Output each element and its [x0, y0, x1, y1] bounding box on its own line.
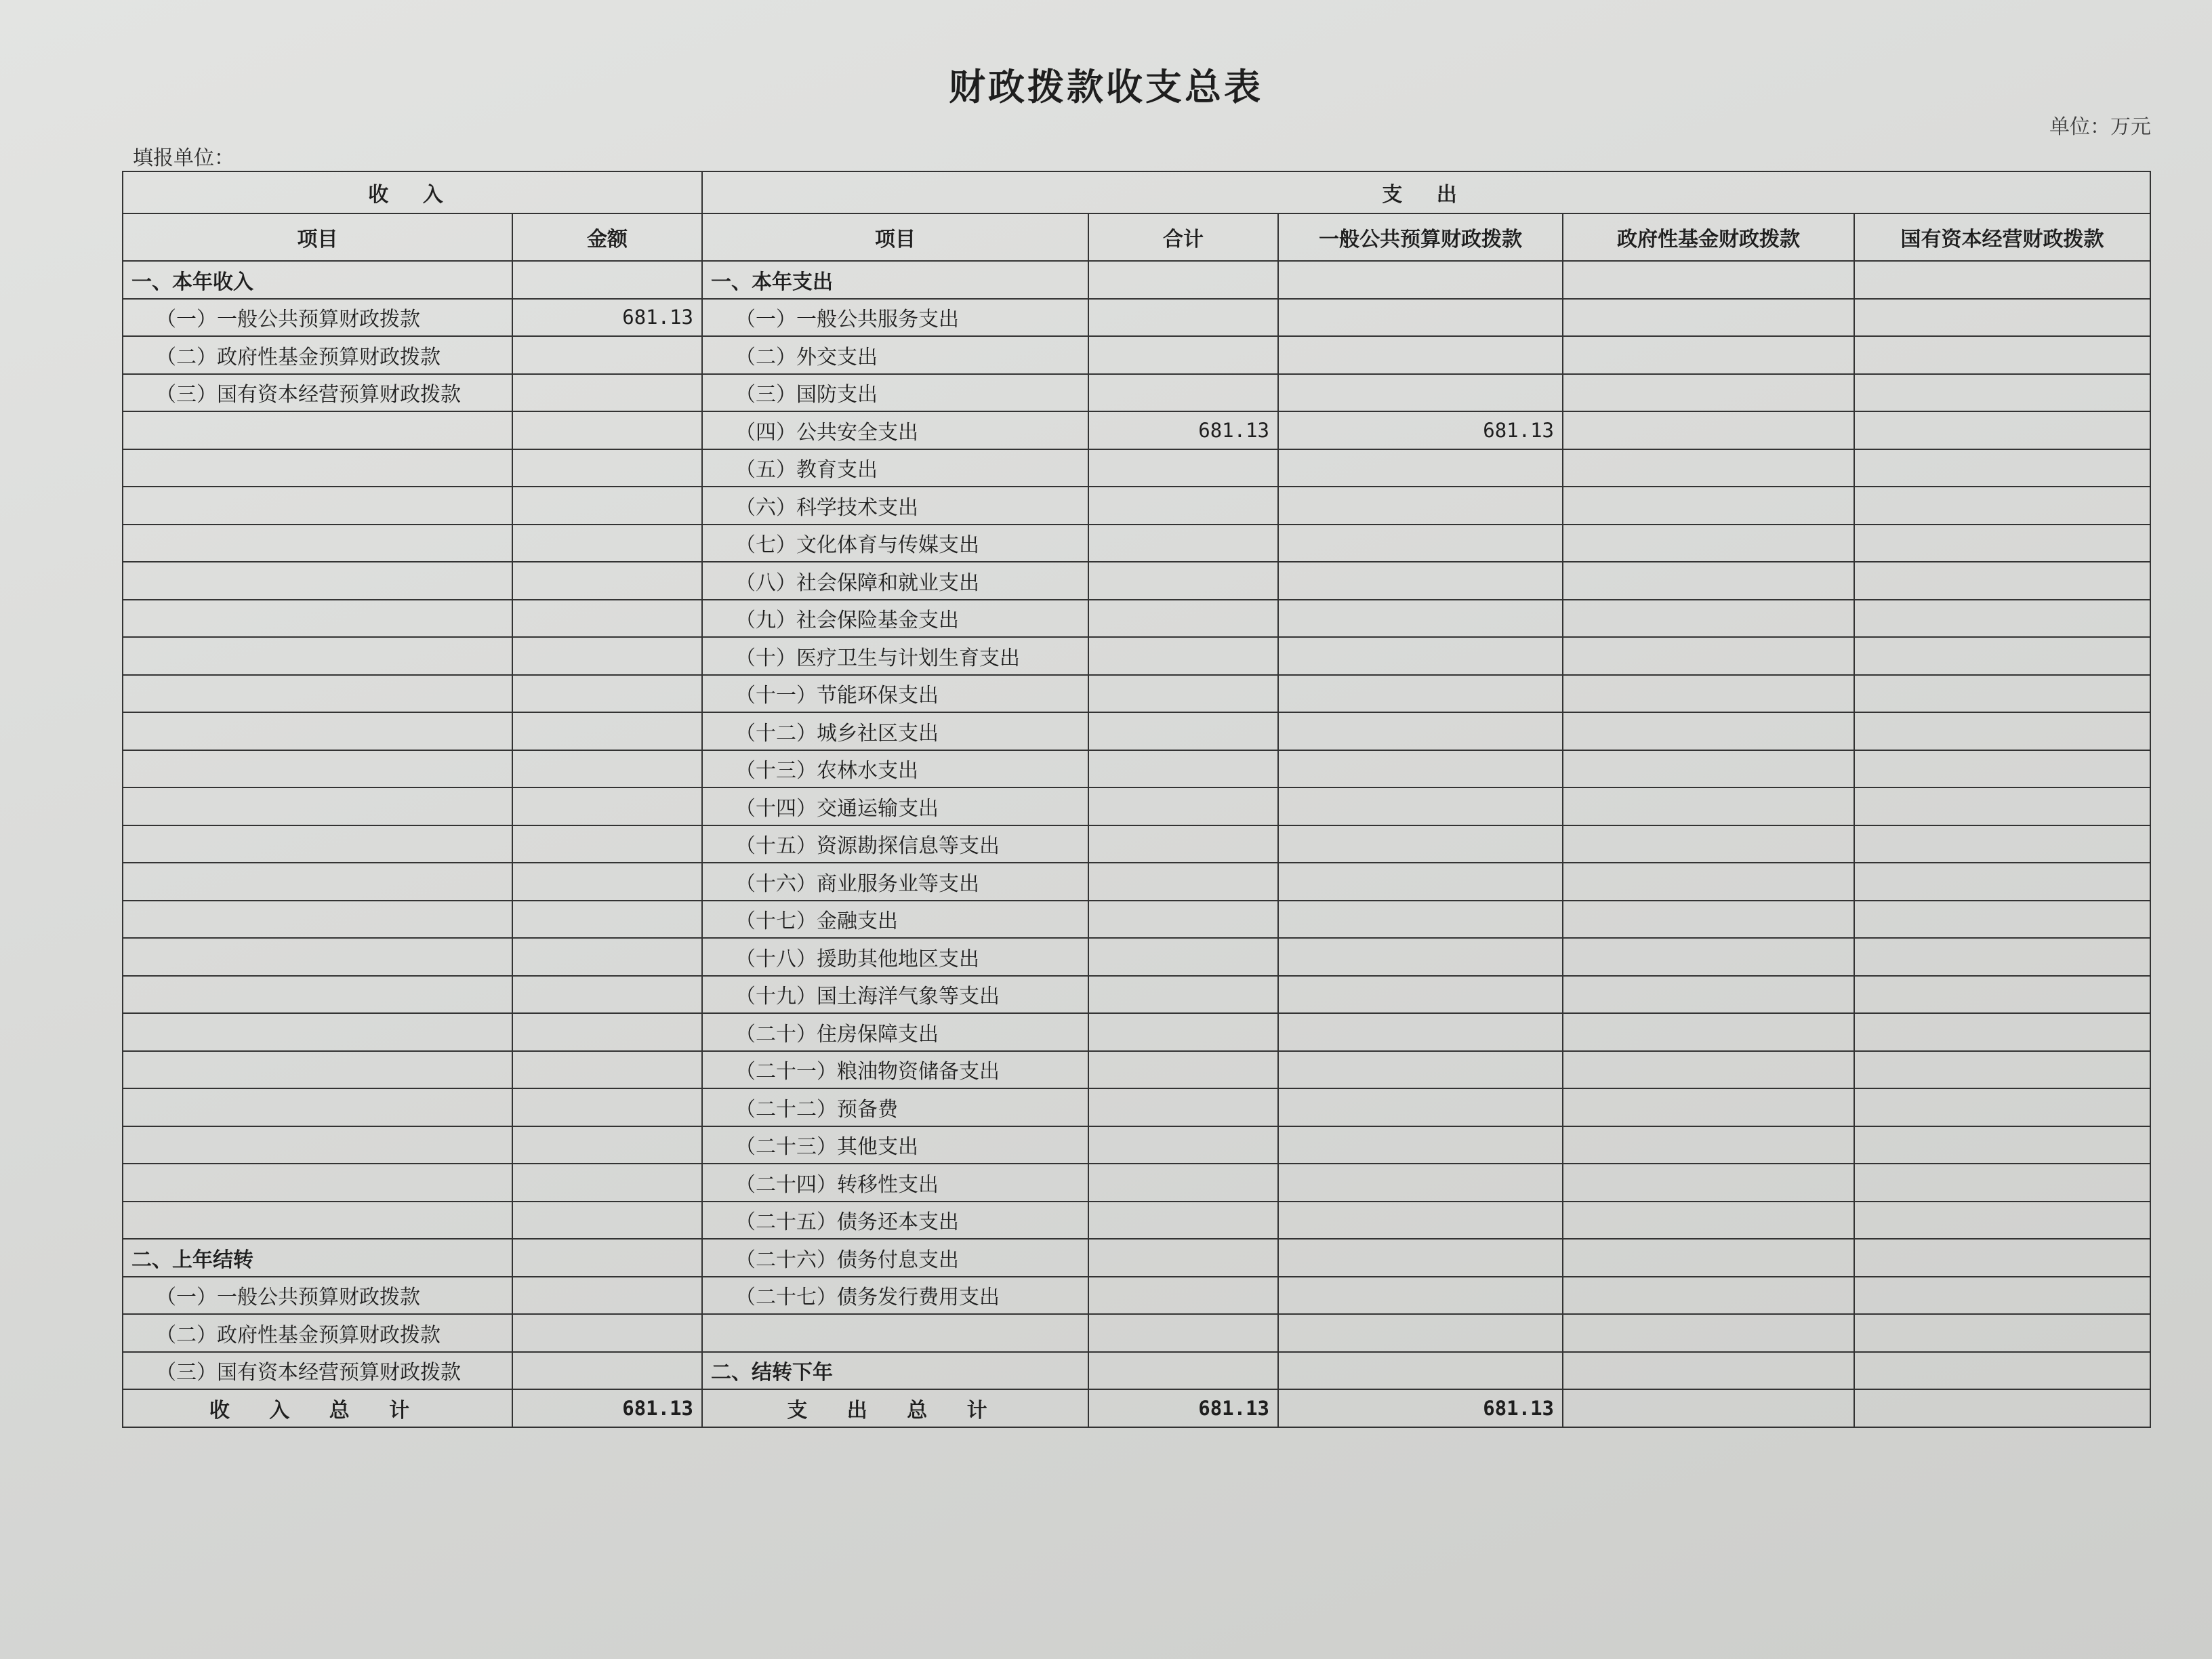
- income-amount-cell: [512, 976, 702, 1014]
- table-row: [123, 1088, 2150, 1126]
- income-group-header: 收 入: [123, 171, 702, 213]
- income-amount-cell: [512, 487, 702, 525]
- expense-general-header: 一般公共预算财政拨款: [1278, 213, 1563, 261]
- revenue-expenditure-table: [122, 171, 2151, 1428]
- expense-general-cell: [1278, 374, 1563, 412]
- expense-state-capital-cell: [1854, 787, 2150, 825]
- table-row: [123, 299, 2150, 337]
- expense-item-cell: （二十）住房保障支出: [702, 1013, 1088, 1051]
- expense-general-cell: [1278, 863, 1563, 901]
- expense-state-capital-cell: [1854, 525, 2150, 562]
- expense-item-cell: （十）医疗卫生与计划生育支出: [702, 637, 1088, 675]
- income-amount-cell: [512, 1239, 702, 1277]
- income-item-cell: [123, 1088, 512, 1126]
- header-row-columns: [123, 213, 2150, 261]
- expense-state-capital-cell: [1854, 1013, 2150, 1051]
- expense-state-capital-cell: [1854, 938, 2150, 976]
- income-item-cell: [123, 562, 512, 600]
- expense-general-cell: [1278, 1013, 1563, 1051]
- expense-state-capital-cell: [1854, 750, 2150, 788]
- income-amount-cell: [512, 825, 702, 863]
- expense-item-header: 项目: [702, 213, 1088, 261]
- expense-total-cell: [1088, 1051, 1278, 1089]
- expense-gov-fund-total: [1563, 1389, 1854, 1427]
- expense-gov-fund-cell: [1563, 1239, 1854, 1277]
- expense-general-cell: [1278, 1051, 1563, 1089]
- income-amount-cell: [512, 675, 702, 713]
- expense-total-cell: [1088, 637, 1278, 675]
- expense-state-capital-cell: [1854, 411, 2150, 449]
- expense-gov-fund-cell: [1563, 562, 1854, 600]
- expense-item-cell: （四）公共安全支出: [702, 411, 1088, 449]
- table-row: [123, 1164, 2150, 1202]
- expense-general-cell: [1278, 299, 1563, 337]
- income-item-cell: [123, 825, 512, 863]
- expense-gov-fund-cell: [1563, 863, 1854, 901]
- expense-item-cell: 二、结转下年: [702, 1352, 1088, 1390]
- income-item-cell: [123, 1202, 512, 1240]
- income-amount-cell: [512, 336, 702, 374]
- expense-state-capital-cell: [1854, 1277, 2150, 1315]
- table-row: [123, 1013, 2150, 1051]
- expense-item-cell: 一、本年支出: [702, 261, 1088, 299]
- expense-gov-fund-cell: [1563, 1202, 1854, 1240]
- expense-gov-fund-cell: [1563, 1013, 1854, 1051]
- income-item-cell: [123, 1051, 512, 1089]
- expense-general-cell: [1278, 825, 1563, 863]
- expense-state-capital-cell: [1854, 1126, 2150, 1164]
- expense-gov-fund-cell: [1563, 1277, 1854, 1315]
- expense-general-cell: [1278, 562, 1563, 600]
- expense-general-cell: [1278, 675, 1563, 713]
- expense-general-cell: [1278, 901, 1563, 939]
- expense-item-cell: （十五）资源勘探信息等支出: [702, 825, 1088, 863]
- expense-item-cell: （三）国防支出: [702, 374, 1088, 412]
- table-row: [123, 487, 2150, 525]
- table-row: [123, 1202, 2150, 1240]
- expense-gov-fund-cell: [1563, 1051, 1854, 1089]
- table-row: [123, 976, 2150, 1014]
- expense-general-cell: [1278, 487, 1563, 525]
- income-amount-cell: [512, 600, 702, 638]
- income-amount-cell: [512, 787, 702, 825]
- expense-total-cell: [1088, 1202, 1278, 1240]
- expense-state-capital-cell: [1854, 299, 2150, 337]
- income-item-cell: [123, 1164, 512, 1202]
- income-amount-cell: [512, 562, 702, 600]
- expense-item-cell: （二十三）其他支出: [702, 1126, 1088, 1164]
- expense-total-cell: [1088, 1126, 1278, 1164]
- expense-total-cell: [1088, 901, 1278, 939]
- expense-gov-fund-cell: [1563, 901, 1854, 939]
- expense-gov-fund-cell: [1563, 637, 1854, 675]
- income-total-amount: 681.13: [512, 1389, 702, 1427]
- table-row: [123, 1314, 2150, 1352]
- income-item-cell: 一、本年收入: [123, 261, 512, 299]
- table-row: [123, 750, 2150, 788]
- income-amount-cell: [512, 1088, 702, 1126]
- expense-gov-fund-cell: [1563, 675, 1854, 713]
- table-row: [123, 938, 2150, 976]
- income-total-label: 收 入 总 计: [123, 1389, 512, 1427]
- header-row-groups: [123, 171, 2150, 213]
- table-row: [123, 600, 2150, 638]
- expense-group-header: 支 出: [702, 171, 2150, 213]
- table-row: [123, 863, 2150, 901]
- income-item-cell: [123, 449, 512, 487]
- expense-total-header: 合计: [1088, 213, 1278, 261]
- expense-general-cell: [1278, 1202, 1563, 1240]
- expense-total-cell: [1088, 750, 1278, 788]
- income-amount-cell: [512, 1051, 702, 1089]
- expense-item-cell: （七）文化体育与传媒支出: [702, 525, 1088, 562]
- income-amount-cell: [512, 863, 702, 901]
- income-item-cell: （一）一般公共预算财政拨款: [123, 1277, 512, 1315]
- expense-gov-fund-cell: [1563, 787, 1854, 825]
- income-item-cell: [123, 1013, 512, 1051]
- income-amount-cell: [512, 1126, 702, 1164]
- expense-state-capital-cell: [1854, 374, 2150, 412]
- filler-unit-label: 填报单位：: [133, 146, 234, 170]
- expense-total-cell: [1088, 938, 1278, 976]
- expense-state-capital-cell: [1854, 1088, 2150, 1126]
- income-item-cell: 二、上年结转: [123, 1239, 512, 1277]
- expense-gov-fund-cell: [1563, 938, 1854, 976]
- expense-general-cell: [1278, 637, 1563, 675]
- expense-total-cell: [1088, 825, 1278, 863]
- income-amount-header: 金额: [512, 213, 702, 261]
- expense-item-cell: （二十四）转移性支出: [702, 1164, 1088, 1202]
- expense-total-cell: [1088, 1164, 1278, 1202]
- expense-state-capital-cell: [1854, 863, 2150, 901]
- table-row: [123, 1277, 2150, 1315]
- expense-general-cell: [1278, 1239, 1563, 1277]
- table-row: [123, 637, 2150, 675]
- income-amount-cell: [512, 525, 702, 562]
- expense-gov-fund-cell: [1563, 525, 1854, 562]
- expense-general-cell: [1278, 750, 1563, 788]
- expense-total-label: 支 出 总 计: [702, 1389, 1088, 1427]
- expense-state-capital-cell: [1854, 712, 2150, 750]
- expense-total-cell: [1088, 675, 1278, 713]
- expense-general-cell: [1278, 712, 1563, 750]
- expense-state-capital-cell: [1854, 1051, 2150, 1089]
- expense-gov-fund-cell: [1563, 261, 1854, 299]
- expense-total-cell: [1088, 1277, 1278, 1315]
- expense-item-cell: （二十七）债务发行费用支出: [702, 1277, 1088, 1315]
- expense-item-cell: （五）教育支出: [702, 449, 1088, 487]
- income-amount-cell: [512, 901, 702, 939]
- expense-gov-fund-cell: [1563, 487, 1854, 525]
- income-amount-cell: [512, 1013, 702, 1051]
- expense-total-cell: [1088, 1352, 1278, 1390]
- expense-total-cell: [1088, 863, 1278, 901]
- expense-item-cell: （十四）交通运输支出: [702, 787, 1088, 825]
- expense-state-capital-cell: [1854, 1314, 2150, 1352]
- table-row: [123, 825, 2150, 863]
- expense-total-amount: 681.13: [1088, 1389, 1278, 1427]
- income-item-cell: （二）政府性基金预算财政拨款: [123, 1314, 512, 1352]
- expense-item-cell: （二十一）粮油物资储备支出: [702, 1051, 1088, 1089]
- table-row: [123, 1239, 2150, 1277]
- expense-item-cell: （十九）国土海洋气象等支出: [702, 976, 1088, 1014]
- expense-state-capital-cell: [1854, 637, 2150, 675]
- expense-total-cell: [1088, 261, 1278, 299]
- expense-state-capital-cell: [1854, 1352, 2150, 1390]
- income-item-cell: [123, 712, 512, 750]
- income-item-cell: [123, 938, 512, 976]
- table-row: [123, 411, 2150, 449]
- expense-state-capital-cell: [1854, 675, 2150, 713]
- income-item-cell: （三）国有资本经营预算财政拨款: [123, 1352, 512, 1390]
- expense-general-cell: [1278, 1164, 1563, 1202]
- income-item-cell: [123, 750, 512, 788]
- income-item-cell: [123, 787, 512, 825]
- expense-item-cell: （二十五）债务还本支出: [702, 1202, 1088, 1240]
- expense-gov-fund-cell: [1563, 976, 1854, 1014]
- expense-state-capital-header: 国有资本经营财政拨款: [1854, 213, 2150, 261]
- income-amount-cell: [512, 1352, 702, 1390]
- income-item-cell: [123, 675, 512, 713]
- expense-general-cell: [1278, 525, 1563, 562]
- income-item-cell: [123, 487, 512, 525]
- income-amount-cell: [512, 1164, 702, 1202]
- expense-item-cell: （十六）商业服务业等支出: [702, 863, 1088, 901]
- income-amount-cell: [512, 637, 702, 675]
- expense-state-capital-total: [1854, 1389, 2150, 1427]
- table-row: [123, 901, 2150, 939]
- expense-general-cell: [1278, 600, 1563, 638]
- expense-gov-fund-header: 政府性基金财政拨款: [1563, 213, 1854, 261]
- expense-total-cell: 681.13: [1088, 411, 1278, 449]
- expense-gov-fund-cell: [1563, 411, 1854, 449]
- table-row: [123, 374, 2150, 412]
- income-item-cell: [123, 637, 512, 675]
- document-title: 财政拨款收支总表: [949, 65, 1263, 108]
- expense-gov-fund-cell: [1563, 1164, 1854, 1202]
- table-row: [123, 1051, 2150, 1089]
- expense-item-cell: （九）社会保险基金支出: [702, 600, 1088, 638]
- expense-total-cell: [1088, 449, 1278, 487]
- expense-state-capital-cell: [1854, 976, 2150, 1014]
- expense-gov-fund-cell: [1563, 1352, 1854, 1390]
- income-item-header: 项目: [123, 213, 512, 261]
- expense-total-cell: [1088, 1239, 1278, 1277]
- expense-state-capital-cell: [1854, 600, 2150, 638]
- income-item-cell: [123, 600, 512, 638]
- expense-gov-fund-cell: [1563, 449, 1854, 487]
- expense-general-cell: [1278, 1126, 1563, 1164]
- expense-state-capital-cell: [1854, 261, 2150, 299]
- expense-item-cell: （十七）金融支出: [702, 901, 1088, 939]
- expense-total-cell: [1088, 1088, 1278, 1126]
- expense-general-cell: [1278, 336, 1563, 374]
- expense-item-cell: （二十二）预备费: [702, 1088, 1088, 1126]
- expense-general-cell: [1278, 787, 1563, 825]
- expense-general-cell: 681.13: [1278, 411, 1563, 449]
- income-amount-cell: [512, 261, 702, 299]
- expense-general-cell: [1278, 976, 1563, 1014]
- expense-total-cell: [1088, 562, 1278, 600]
- expense-total-cell: [1088, 712, 1278, 750]
- expense-total-cell: [1088, 487, 1278, 525]
- expense-total-cell: [1088, 1314, 1278, 1352]
- table-row: [123, 562, 2150, 600]
- totals-row: [123, 1389, 2150, 1427]
- table-row: [123, 1126, 2150, 1164]
- income-amount-cell: [512, 1202, 702, 1240]
- income-item-cell: （二）政府性基金预算财政拨款: [123, 336, 512, 374]
- expense-gov-fund-cell: [1563, 1088, 1854, 1126]
- income-amount-cell: [512, 1277, 702, 1315]
- income-item-cell: [123, 525, 512, 562]
- expense-state-capital-cell: [1854, 336, 2150, 374]
- expense-state-capital-cell: [1854, 825, 2150, 863]
- expense-gov-fund-cell: [1563, 1314, 1854, 1352]
- expense-item-cell: （一）一般公共服务支出: [702, 299, 1088, 337]
- expense-item-cell: （十三）农林水支出: [702, 750, 1088, 788]
- expense-total-cell: [1088, 299, 1278, 337]
- expense-general-cell: [1278, 938, 1563, 976]
- income-item-cell: （一）一般公共预算财政拨款: [123, 299, 512, 337]
- expense-state-capital-cell: [1854, 562, 2150, 600]
- expense-item-cell: （二）外交支出: [702, 336, 1088, 374]
- expense-state-capital-cell: [1854, 1202, 2150, 1240]
- expense-total-cell: [1088, 600, 1278, 638]
- expense-item-cell: （二十六）债务付息支出: [702, 1239, 1088, 1277]
- expense-total-cell: [1088, 525, 1278, 562]
- expense-gov-fund-cell: [1563, 374, 1854, 412]
- expense-gov-fund-cell: [1563, 336, 1854, 374]
- table-row: [123, 449, 2150, 487]
- income-amount-cell: 681.13: [512, 299, 702, 337]
- expense-item-cell: （十八）援助其他地区支出: [702, 938, 1088, 976]
- table-row: [123, 675, 2150, 713]
- expense-general-cell: [1278, 1277, 1563, 1315]
- income-amount-cell: [512, 750, 702, 788]
- unit-label: 单位：万元: [2049, 115, 2151, 139]
- expense-item-cell: （十二）城乡社区支出: [702, 712, 1088, 750]
- income-amount-cell: [512, 938, 702, 976]
- table-row: [123, 261, 2150, 299]
- table-row: [123, 787, 2150, 825]
- income-item-cell: （三）国有资本经营预算财政拨款: [123, 374, 512, 412]
- table-row: [123, 712, 2150, 750]
- table-row: [123, 336, 2150, 374]
- expense-general-cell: [1278, 1314, 1563, 1352]
- income-item-cell: [123, 1126, 512, 1164]
- expense-total-cell: [1088, 787, 1278, 825]
- income-item-cell: [123, 411, 512, 449]
- expense-gov-fund-cell: [1563, 712, 1854, 750]
- expense-gov-fund-cell: [1563, 750, 1854, 788]
- expense-item-cell: （十一）节能环保支出: [702, 675, 1088, 713]
- income-amount-cell: [512, 411, 702, 449]
- expense-state-capital-cell: [1854, 901, 2150, 939]
- table-row: [123, 525, 2150, 562]
- expense-item-cell: （八）社会保障和就业支出: [702, 562, 1088, 600]
- expense-item-cell: （六）科学技术支出: [702, 487, 1088, 525]
- expense-total-cell: [1088, 1013, 1278, 1051]
- expense-total-cell: [1088, 976, 1278, 1014]
- table-row: [123, 1352, 2150, 1390]
- expense-general-cell: [1278, 449, 1563, 487]
- expense-general-cell: [1278, 261, 1563, 299]
- expense-gov-fund-cell: [1563, 299, 1854, 337]
- income-amount-cell: [512, 449, 702, 487]
- expense-general-total: 681.13: [1278, 1389, 1563, 1427]
- income-amount-cell: [512, 712, 702, 750]
- expense-gov-fund-cell: [1563, 600, 1854, 638]
- expense-total-cell: [1088, 374, 1278, 412]
- expense-total-cell: [1088, 336, 1278, 374]
- expense-state-capital-cell: [1854, 449, 2150, 487]
- expense-general-cell: [1278, 1088, 1563, 1126]
- expense-state-capital-cell: [1854, 1164, 2150, 1202]
- income-amount-cell: [512, 374, 702, 412]
- expense-gov-fund-cell: [1563, 1126, 1854, 1164]
- income-item-cell: [123, 901, 512, 939]
- income-amount-cell: [512, 1314, 702, 1352]
- income-item-cell: [123, 976, 512, 1014]
- expense-general-cell: [1278, 1352, 1563, 1390]
- expense-item-cell: [702, 1314, 1088, 1352]
- income-item-cell: [123, 863, 512, 901]
- expense-state-capital-cell: [1854, 1239, 2150, 1277]
- expense-gov-fund-cell: [1563, 825, 1854, 863]
- expense-state-capital-cell: [1854, 487, 2150, 525]
